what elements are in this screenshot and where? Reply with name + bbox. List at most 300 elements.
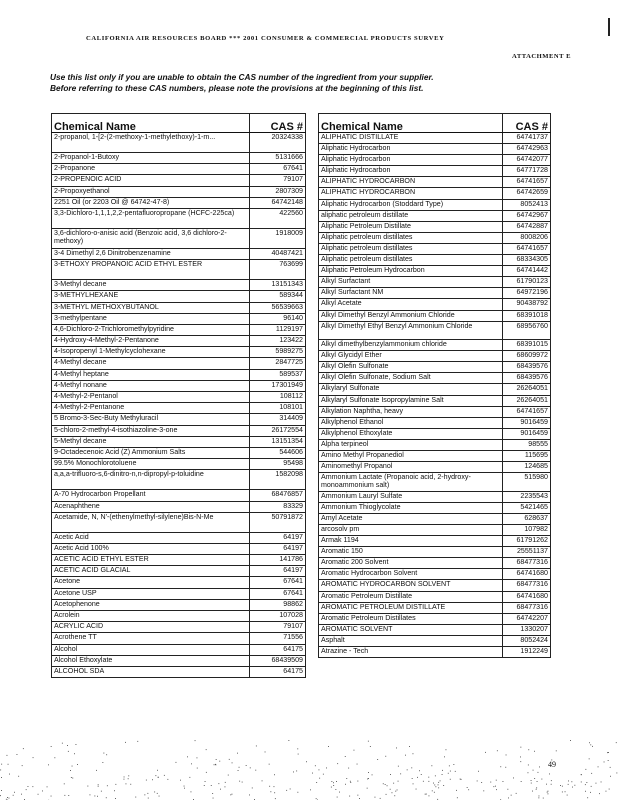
noise-dot [98,786,99,787]
noise-dot [54,757,55,758]
noise-dot [211,785,212,786]
chemical-name-cell: Acetamide, N, N'-(ethenylmethyl-silylene)Bis-N-Me [52,512,250,532]
table-row [319,340,551,351]
noise-dot [67,745,68,746]
noise-dot [560,785,561,786]
noise-dot [159,796,160,797]
noise-dot [607,752,608,753]
noise-dot [534,751,535,752]
cas-number-cell: 64741657 [503,406,551,417]
table-row [319,133,551,144]
table-row [52,459,306,470]
noise-dot [17,754,18,755]
noise-dot [128,775,129,776]
noise-dot [9,774,10,775]
noise-dot [357,795,358,796]
chemical-name-cell: Alkyl Dimethyl Ethyl Benzyl Ammonium Chloride [319,321,503,340]
noise-dot [312,773,313,774]
noise-dot [589,758,590,759]
noise-dot [296,771,297,772]
noise-dot [345,784,346,785]
noise-dot [167,779,168,780]
noise-dot [592,746,593,747]
table-row [319,321,551,340]
noise-dot [51,746,52,747]
noise-dot [392,792,393,793]
noise-dot [275,798,276,799]
noise-dot [180,780,181,781]
noise-dot [154,792,155,793]
noise-dot [62,743,63,744]
noise-dot [269,764,270,765]
noise-dot [571,781,572,782]
noise-dot [197,768,198,769]
table-row [52,532,306,543]
noise-dot [368,741,369,742]
chemical-name-cell: 4-Methyl heptane [52,369,250,380]
noise-dot [375,797,376,798]
cas-number-cell: 90438792 [503,299,551,310]
table-row [319,144,551,155]
noise-dot [137,741,138,742]
noise-dot [0,795,1,796]
cas-number-cell: 8008206 [503,232,551,243]
noise-dot [76,744,77,745]
noise-dot [608,760,609,761]
noise-dot [387,785,388,786]
cas-number-cell: 64197 [250,532,306,543]
noise-dot [164,775,165,776]
noise-dot [549,774,550,775]
table-row [52,447,306,458]
chemical-name-cell: 4-Methyl-2-Pentanone [52,403,250,414]
cas-number-cell: 68956760 [503,321,551,340]
noise-dot [434,792,435,793]
noise-dot [601,782,602,783]
table-row [319,525,551,536]
cas-number-cell: 98862 [250,599,306,610]
chemical-name-header: Chemical Name [52,114,250,133]
cas-number-cell: 67641 [250,164,306,175]
noise-dot [246,765,247,766]
noise-dot [33,757,34,758]
cas-number-cell: 79107 [250,175,306,186]
noise-dot [252,788,253,789]
cas-number-cell: 40487421 [250,248,306,259]
noise-dot [64,795,65,796]
cas-number-cell: 5421465 [503,502,551,513]
noise-dot [516,793,517,794]
chemical-name-cell: Aromatic Hydrocarbon Solvent [319,569,503,580]
noise-dot [616,773,617,774]
cas-number-cell: 763699 [250,260,306,280]
noise-dot [106,797,107,798]
table-row [319,166,551,177]
noise-dot [1,764,2,765]
noise-dot [533,770,534,771]
noise-dot [531,783,532,784]
noise-dot [443,785,444,786]
noise-dot [74,753,75,754]
noise-dot [562,792,563,793]
table-row [319,188,551,199]
chemical-name-cell: Aliphatic petroleum distillates [319,243,503,254]
noise-dot [7,797,8,798]
noise-dot [339,792,340,793]
cas-number-cell: 141786 [250,555,306,566]
noise-dot [419,770,420,771]
noise-dot [586,782,587,783]
noise-dot [413,783,414,784]
noise-dot [274,786,275,787]
cas-table-left [51,113,306,678]
cas-number-cell: 64771728 [503,166,551,177]
chemical-name-cell: ALIPHATIC HYDROCARBON [319,188,503,199]
noise-dot [13,795,14,796]
chemical-name-cell: 2-Propoxyethanol [52,186,250,197]
table-row [319,288,551,299]
cas-number-cell: 108101 [250,403,306,414]
cas-number-cell: 67641 [250,577,306,588]
noise-dot [144,794,145,795]
chemical-name-cell: Aromatic Petroleum Distillates [319,613,503,624]
table-row [319,155,551,166]
noise-dot [497,750,498,751]
chemical-name-cell: Alkyl Olefin Sulfonate [319,362,503,373]
cas-number-cell: 64741737 [503,133,551,144]
noise-dot [215,764,216,765]
table-row [319,255,551,266]
noise-dot [421,774,422,775]
noise-dot [477,781,478,782]
noise-dot [68,795,69,796]
noise-dot [146,780,147,781]
scan-noise [0,740,619,800]
chemical-name-cell: AROMATIC PETROLEUM DISTILLATE [319,602,503,613]
cas-number-cell: 1582098 [250,470,306,490]
noise-dot [205,781,206,782]
chemical-name-cell: Alkyl dimethylbenzylammonium chloride [319,340,503,351]
noise-dot [274,792,275,793]
noise-dot [316,798,317,799]
chemical-name-cell: 4,6-Dichloro-2-Trichloromethylpyridine [52,324,250,335]
cas-number-cell: 64741657 [503,177,551,188]
noise-dot [315,765,316,766]
table-row [52,324,306,335]
chemical-name-cell: 2-Propanone [52,164,250,175]
noise-dot [438,782,439,783]
noise-dot [398,766,399,767]
noise-dot [191,763,192,764]
noise-dot [423,781,424,782]
cas-number-cell: 64742659 [503,188,551,199]
noise-dot [548,793,549,794]
noise-dot [219,761,220,762]
table-row [319,221,551,232]
table-row [319,580,551,591]
cas-number-cell: 64741442 [503,266,551,277]
cas-number-cell: 107982 [503,525,551,536]
noise-dot [230,794,231,795]
noise-dot [126,783,127,784]
noise-dot [467,787,468,788]
noise-dot [431,765,432,766]
cas-number-cell: 64197 [250,543,306,554]
noise-dot [396,748,397,749]
cas-number-cell: 98555 [503,439,551,450]
noise-dot [567,795,568,796]
noise-dot [262,780,263,781]
chemical-name-cell: Alkylphenol Ethoxylate [319,428,503,439]
noise-dot [288,740,289,741]
chemical-name-cell: Aromatic Petroleum Distillate [319,591,503,602]
noise-dot [433,783,434,784]
noise-dot [405,755,406,756]
noise-dot [390,789,391,790]
table-row [319,536,551,547]
noise-dot [444,756,445,757]
chemical-name-cell: Aliphatic petroleum distillates [319,232,503,243]
table-row [319,395,551,406]
noise-dot [568,781,569,782]
cas-table-right [318,113,551,658]
table-row [319,439,551,450]
noise-dot [310,789,311,790]
table-row [319,547,551,558]
noise-dot [368,772,369,773]
noise-dot [225,786,226,787]
noise-dot [107,785,108,786]
cas-number-cell: 68477316 [503,580,551,591]
chemical-name-cell: Alkyl Olefin Sulfonate, Sodium Salt [319,373,503,384]
table-row [52,414,306,425]
noise-dot [48,764,49,765]
noise-dot [367,788,368,789]
noise-dot [98,784,99,785]
noise-dot [187,756,188,757]
noise-dot [591,773,592,774]
cas-number-header: CAS # [250,114,306,133]
noise-dot [528,772,529,773]
noise-dot [585,784,586,785]
table-row [52,260,306,280]
cas-number-cell: 26264051 [503,395,551,406]
noise-dot [507,789,508,790]
table-row [52,175,306,186]
noise-dot [390,774,391,775]
chemical-name-cell: Acrolein [52,611,250,622]
chemical-name-cell: 3-ETHOXY PROPANOIC ACID ETHYL ESTER [52,260,250,280]
chemical-name-cell: 9-Octadecenoic Acid (Z) Ammonium Salts [52,447,250,458]
table-row [52,655,306,666]
noise-dot [72,778,73,779]
noise-dot [505,767,506,768]
noise-dot [158,777,159,778]
noise-dot [290,789,291,790]
noise-dot [130,784,131,785]
table-row [52,347,306,358]
noise-dot [570,740,571,741]
noise-dot [335,789,336,790]
cas-number-cell: 68439576 [503,362,551,373]
cas-number-cell: 13151343 [250,280,306,291]
chemical-name-cell: Acetic Acid 100% [52,543,250,554]
noise-dot [331,781,332,782]
noise-dot [383,783,384,784]
noise-dot [97,796,98,797]
noise-dot [238,770,239,771]
noise-dot [536,789,537,790]
noise-dot [440,780,441,781]
chemical-name-cell: Alkylation Naphtha, heavy [319,406,503,417]
noise-dot [357,781,358,782]
cas-number-cell: 61791262 [503,536,551,547]
chemical-name-cell: Acrothene TT [52,633,250,644]
cas-number-cell: 64742967 [503,210,551,221]
chemical-name-cell: Alkyl Surfactant NM [319,288,503,299]
cas-number-cell: 67641 [250,588,306,599]
cas-number-cell: 64742077 [503,155,551,166]
chemical-name-cell: Ammonium Thioglycolate [319,502,503,513]
noise-dot [297,792,298,793]
chemical-name-cell: 4-Methyl-2-Pentanol [52,392,250,403]
noise-dot [115,798,116,799]
noise-dot [393,783,394,784]
noise-dot [503,781,504,782]
table-row [319,451,551,462]
noise-dot [438,787,439,788]
noise-dot [395,791,396,792]
noise-dot [397,790,398,791]
noise-dot [413,753,414,754]
chemical-name-cell: 2-Propanol-1-Butoxy [52,153,250,164]
noise-dot [51,796,52,797]
noise-dot [157,793,158,794]
noise-dot [426,794,427,795]
table-row [52,622,306,633]
cas-number-cell: 25551137 [503,547,551,558]
chemical-name-cell: Acetic Acid [52,532,250,543]
chemical-name-cell: 3,3-Dichloro-1,1,1,2,2-pentafluoropropane (HCFC-225ca) [52,208,250,228]
noise-dot [32,786,33,787]
chemical-name-cell: Acetone [52,577,250,588]
noise-dot [228,775,229,776]
noise-dot [551,760,552,761]
cas-number-cell: 422560 [250,208,306,228]
cas-number-cell: 515980 [503,473,551,492]
chemical-name-cell: ALIPHATIC HYDROCARBON [319,177,503,188]
cas-number-cell: 8052413 [503,199,551,210]
noise-dot [599,793,600,794]
noise-dot [520,747,521,748]
noise-dot [125,742,126,743]
noise-dot [70,770,71,771]
table-row [52,555,306,566]
noise-dot [115,784,116,785]
noise-dot [71,777,72,778]
noise-dot [128,778,129,779]
cas-number-cell: 68609972 [503,351,551,362]
noise-dot [411,767,412,768]
cas-number-cell: 64742963 [503,144,551,155]
noise-dot [350,781,351,782]
noise-dot [212,793,213,794]
chemical-name-cell: 4-Hydroxy-4-Methyl-2-Pentanone [52,336,250,347]
noise-dot [269,786,270,787]
noise-dot [481,782,482,783]
noise-dot [616,742,617,743]
chemical-name-cell: Asphalt [319,635,503,646]
noise-dot [220,789,221,790]
cas-number-cell: 123422 [250,336,306,347]
cas-number-cell: 68476857 [250,490,306,501]
cas-number-cell: 9016459 [503,417,551,428]
noise-dot [26,789,27,790]
noise-dot [446,749,447,750]
table-row [52,633,306,644]
chemical-name-cell: AROMATIC HYDROCARBON SOLVENT [319,580,503,591]
cas-number-cell: 68477316 [503,558,551,569]
noise-dot [546,784,547,785]
noise-dot [425,794,426,795]
chemical-name-cell: ACRYLIC ACID [52,622,250,633]
table-row [319,266,551,277]
table-row [52,291,306,302]
noise-dot [249,795,250,796]
noise-dot [428,777,429,778]
noise-dot [270,791,271,792]
chemical-name-cell: Aliphatic petroleum distillates [319,255,503,266]
noise-dot [349,796,350,797]
table-row [52,392,306,403]
noise-dot [68,751,69,752]
cas-number-cell: 1330207 [503,624,551,635]
cas-number-cell: 9016459 [503,428,551,439]
table-row [319,602,551,613]
table-row [319,362,551,373]
noise-dot [581,774,582,775]
noise-dot [428,781,429,782]
noise-dot [274,774,275,775]
table-row [319,232,551,243]
table-row [319,591,551,602]
cas-number-cell: 79107 [250,622,306,633]
table-row [319,513,551,524]
cas-number-cell: 64175 [250,666,306,677]
noise-dot [298,754,299,755]
noise-dot [438,784,439,785]
table-row [319,277,551,288]
noise-dot [367,779,368,780]
table-row [52,599,306,610]
noise-dot [256,746,257,747]
noise-dot [184,788,185,789]
noise-dot [1,790,2,791]
table-row [319,310,551,321]
noise-dot [449,765,450,766]
noise-dot [490,782,491,783]
cas-number-cell: 2847725 [250,358,306,369]
cas-number-cell: 64741680 [503,569,551,580]
noise-dot [377,759,378,760]
noise-dot [528,765,529,766]
chemical-name-header: Chemical Name [319,114,503,133]
noise-dot [495,786,496,787]
noise-dot [537,781,538,782]
cas-number-cell: 64742207 [503,613,551,624]
noise-dot [72,766,73,767]
table-row [52,133,306,153]
